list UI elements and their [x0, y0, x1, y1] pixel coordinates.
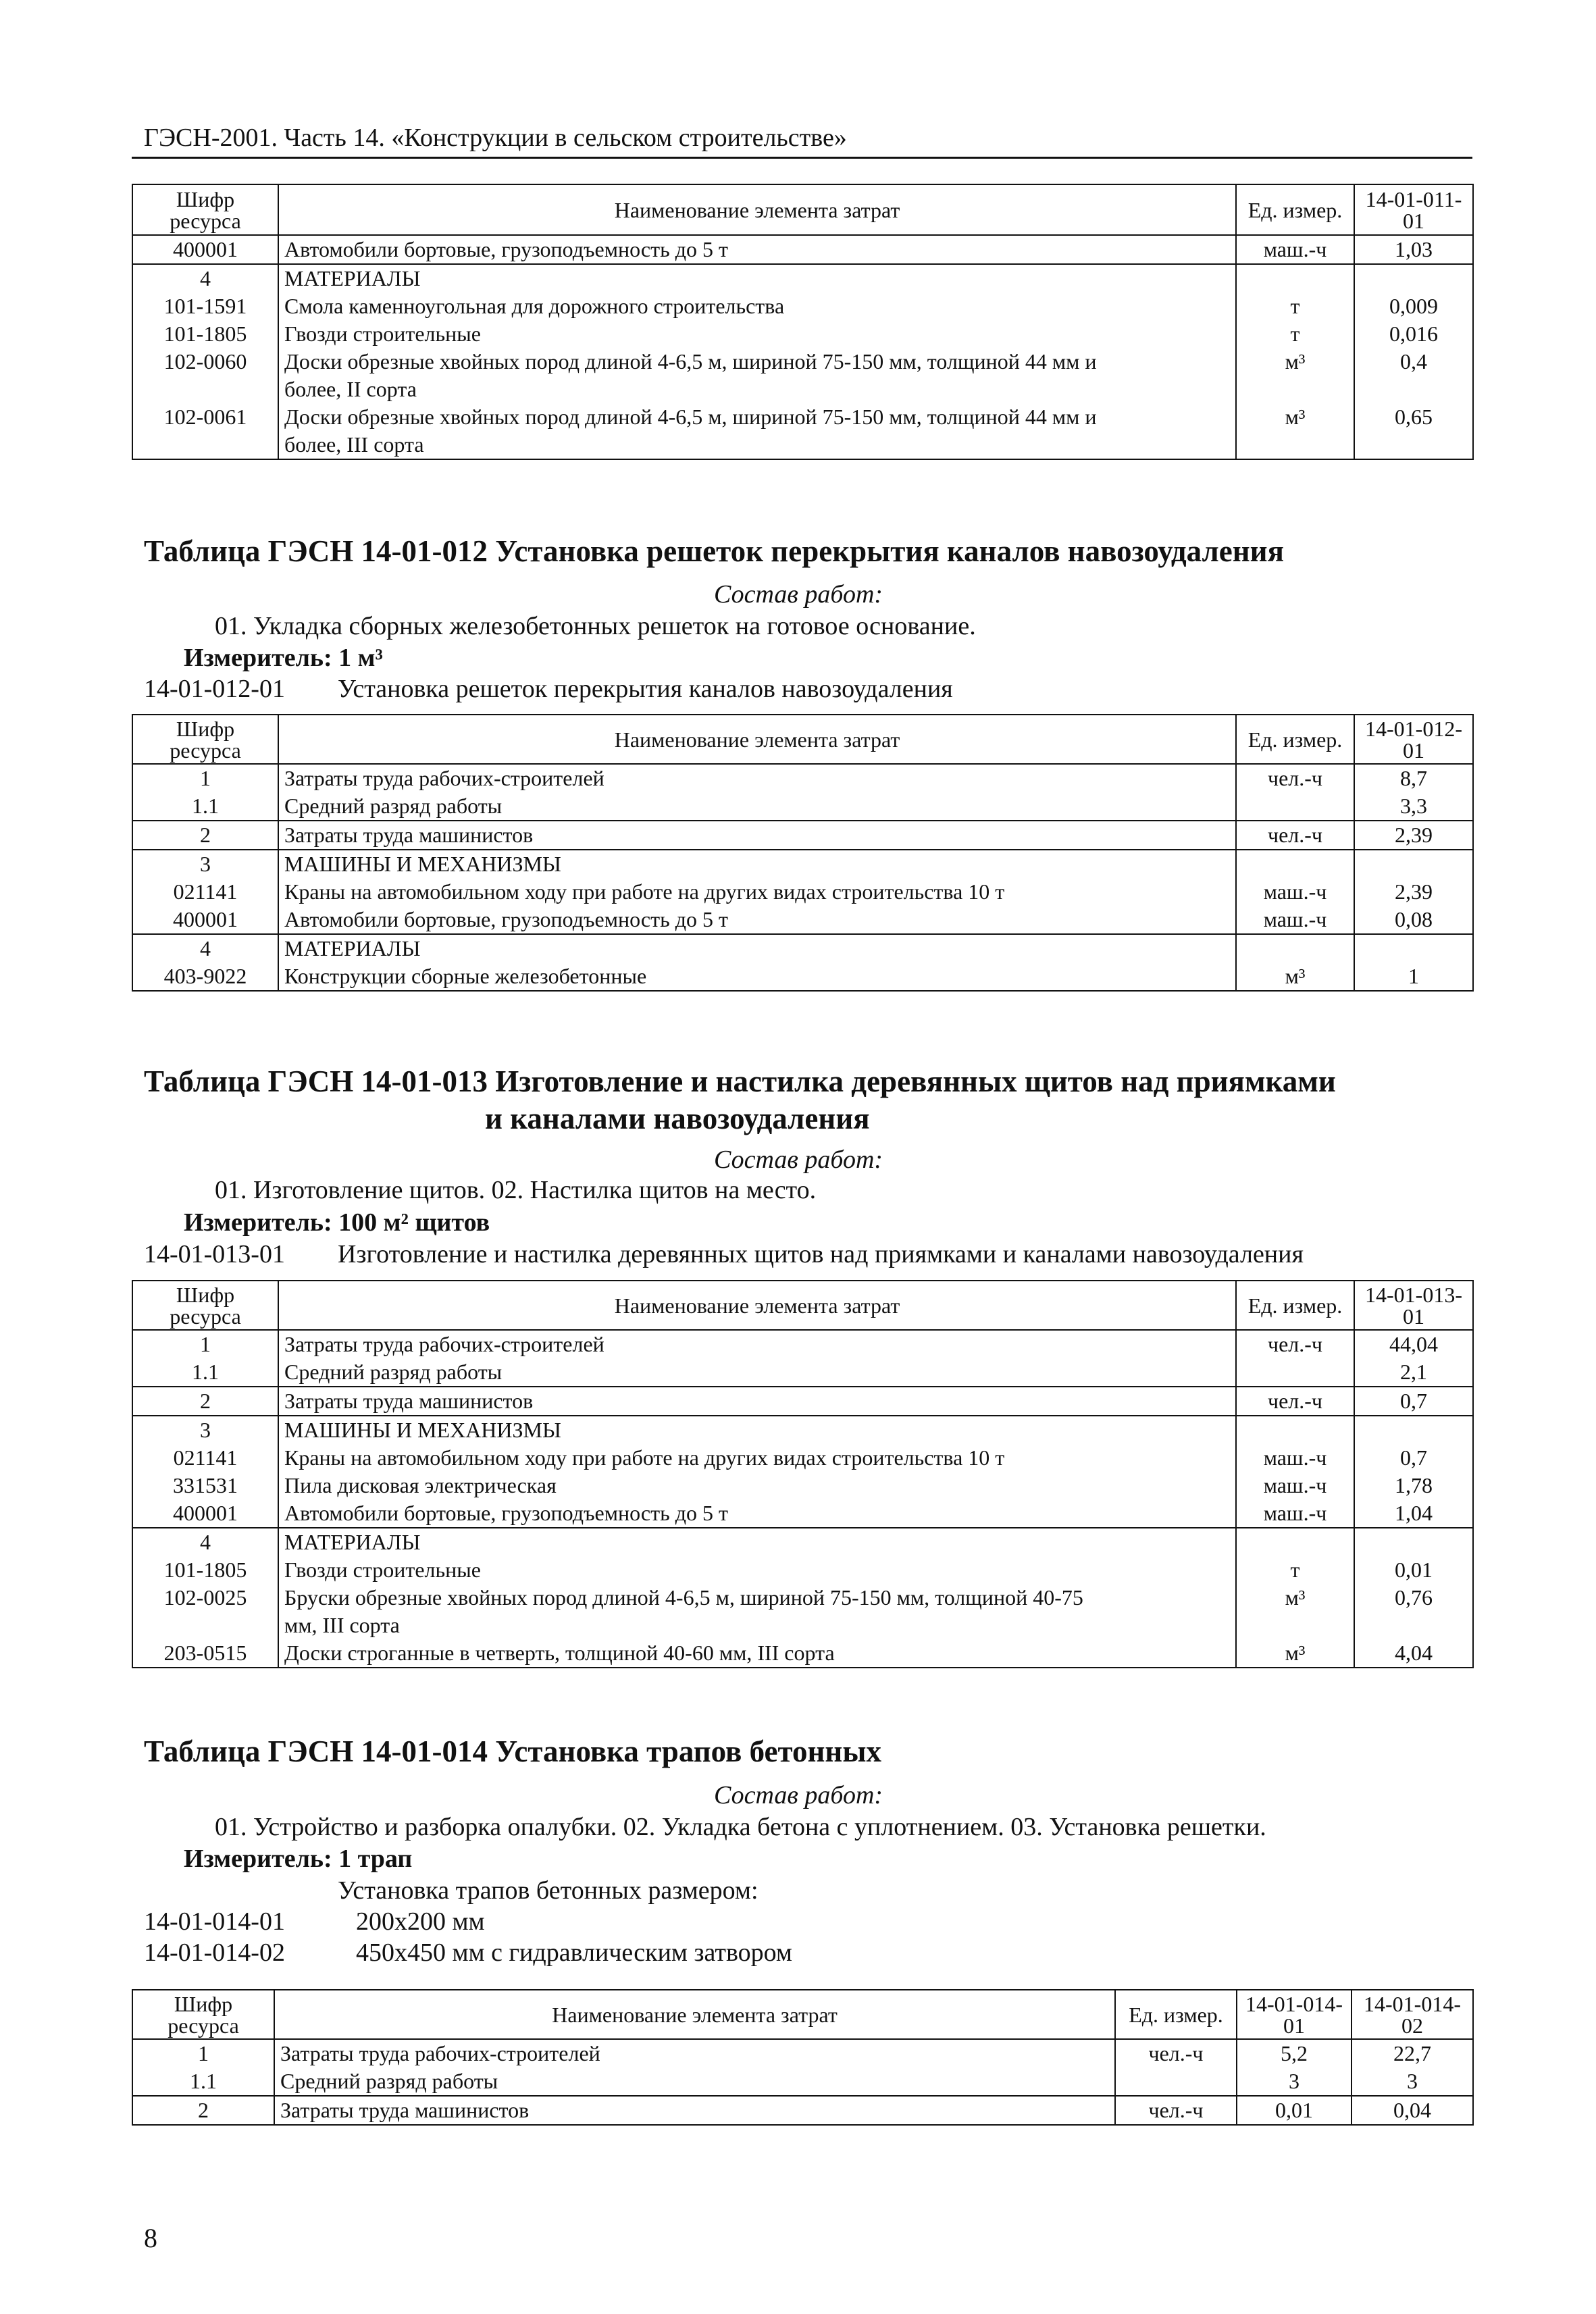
table-row: 1 Затраты труда рабочих-строителей чел.-ч 44,04 [132, 1330, 1473, 1358]
table-row: 1.1 Средний разряд работы 3 3 [132, 2067, 1473, 2096]
table-row: 1.1 Средний разряд работы 3,3 [132, 792, 1473, 821]
running-header: ГЭСН-2001. Часть 14. «Конструкции в сельском строительстве» [144, 124, 847, 152]
header-code-col: 14-01-011-01 [1354, 184, 1473, 235]
composition-012: 01. Укладка сборных железобетонных решеток на готовое основание. [215, 612, 976, 640]
item-name-014-01: 200x200 мм [356, 1907, 485, 1936]
measure-013: Измеритель: 100 м² щитов [184, 1208, 490, 1237]
table-row: 102-0025 Бруски обрезные хвойных пород длиной 4-6,5 м, шириной 75-150 мм, толщиной 40-75 мм, III сорта м³ 0,76 [132, 1584, 1473, 1639]
table-header-row [132, 184, 1473, 235]
table-row: 1.1 Средний разряд работы 2,1 [132, 1358, 1473, 1387]
table-row: 101-1805 Гвозди строительные т 0,016 [132, 320, 1473, 348]
composition-label-012: Состав работ: [714, 580, 883, 609]
section-title-012: Таблица ГЭСН 14-01-012 Установка решеток перекрытия каналов навозоудаления [144, 534, 1284, 568]
table-14-01-012 [132, 714, 1474, 992]
table-row: 2 Затраты труда машинистов чел.-ч 0,01 0,04 [132, 2096, 1473, 2125]
table-row: 101-1591 Смола каменноугольная для дорожного строительства т 0,009 [132, 292, 1473, 320]
table-row: 400001 Автомобили бортовые, грузоподъемность до 5 т маш.-ч 1,04 [132, 1499, 1473, 1528]
table-row: 203-0515 Доски строганные в четверть, толщиной 40-60 мм, III сорта м³ 4,04 [132, 1639, 1473, 1668]
table-row: 4 МАТЕРИАЛЫ [132, 934, 1473, 962]
composition-014: 01. Устройство и разборка опалубки. 02. Укладка бетона с уплотнением. 03. Установка решетки. [215, 1813, 1266, 1841]
item-name-012: Установка решеток перекрытия каналов навозоудаления [338, 675, 953, 703]
header-name: Наименование элемента затрат [278, 184, 1236, 235]
table-14-01-013 [132, 1280, 1474, 1668]
table-row: 400001 Автомобили бортовые, грузоподъемность до 5 т маш.-ч 1,03 [132, 235, 1473, 264]
table-row: 101-1805 Гвозди строительные т 0,01 [132, 1556, 1473, 1584]
table-row: 331531 Пила дисковая электрическая маш.-ч 1,78 [132, 1472, 1473, 1499]
measure-012: Измеритель: 1 м³ [184, 644, 383, 672]
table-row: 403-9022 Конструкции сборные железобетонные м³ 1 [132, 962, 1473, 991]
table-14-01-011 [132, 184, 1474, 460]
measure-014: Измеритель: 1 трап [184, 1845, 413, 1873]
item-name-013: Изготовление и настилка деревянных щитов над приямками и каналами навозоудаления [338, 1240, 1304, 1268]
header-code: Шифр ресурса [132, 184, 278, 235]
table-row: 1 Затраты труда рабочих-строителей чел.-ч 5,2 22,7 [132, 2039, 1473, 2067]
table-row: 3 МАШИНЫ И МЕХАНИЗМЫ [132, 850, 1473, 878]
table-row: 3 МАШИНЫ И МЕХАНИЗМЫ [132, 1416, 1473, 1444]
section-title-014: Таблица ГЭСН 14-01-014 Установка трапов бетонных [144, 1734, 881, 1768]
table-row: 021141 Краны на автомобильном ходу при работе на других видах строительства 10 т маш.-ч 0,7 [132, 1444, 1473, 1472]
table-row: 2 Затраты труда машинистов чел.-ч 0,7 [132, 1387, 1473, 1416]
composition-label-014: Состав работ: [714, 1781, 883, 1809]
table-header-row: Шифр ресурса Наименование элемента затрат Ед. измер. 14-01-012-01 [132, 715, 1473, 764]
table-row: 4 МАТЕРИАЛЫ [132, 264, 1473, 292]
section-title-013-line1: Таблица ГЭСН 14-01-013 Изготовление и настилка деревянных щитов над приямками [144, 1064, 1336, 1098]
table-header-row: Шифр ресурса Наименование элемента затрат Ед. измер. 14-01-014-01 14-01-014-02 [132, 1990, 1473, 2039]
table-row: 400001 Автомобили бортовые, грузоподъемность до 5 т маш.-ч 0,08 [132, 906, 1473, 934]
composition-013: 01. Изготовление щитов. 02. Настилка щитов на место. [215, 1176, 817, 1204]
item-code-014-01: 14-01-014-01 [144, 1907, 285, 1936]
table-header-row: Шифр ресурса Наименование элемента затрат Ед. измер. 14-01-013-01 [132, 1281, 1473, 1330]
table-row: 2 Затраты труда машинистов чел.-ч 2,39 [132, 821, 1473, 850]
table-row: 102-0060 Доски обрезные хвойных пород длиной 4-6,5 м, шириной 75-150 мм, толщиной 44 мм и более, II сорта м³ 0,4 [132, 348, 1473, 403]
item-code-014-02: 14-01-014-02 [144, 1938, 285, 1967]
composition-label-013: Состав работ: [714, 1146, 883, 1174]
table-row: 4 МАТЕРИАЛЫ [132, 1528, 1473, 1556]
table-row: 102-0061 Доски обрезные хвойных пород длиной 4-6,5 м, шириной 75-150 мм, толщиной 44 мм и более, III сорта м³ 0,65 [132, 403, 1473, 459]
item-name-014-02: 450x450 мм с гидравлическим затвором [356, 1938, 792, 1967]
page-number: 8 [144, 2223, 157, 2253]
table-row: 021141 Краны на автомобильном ходу при работе на других видах строительства 10 т маш.-ч 2,39 [132, 878, 1473, 906]
table-row: 1 Затраты труда рабочих-строителей чел.-ч 8,7 [132, 764, 1473, 792]
header-rule [132, 157, 1472, 159]
table-14-01-014 [132, 1989, 1474, 2126]
item-code-013: 14-01-013-01 [144, 1240, 285, 1268]
intro-014: Установка трапов бетонных размером: [338, 1876, 758, 1905]
section-title-013-line2: и каналами навозоудаления [485, 1102, 870, 1135]
header-unit: Ед. измер. [1236, 184, 1354, 235]
item-code-012: 14-01-012-01 [144, 675, 285, 703]
